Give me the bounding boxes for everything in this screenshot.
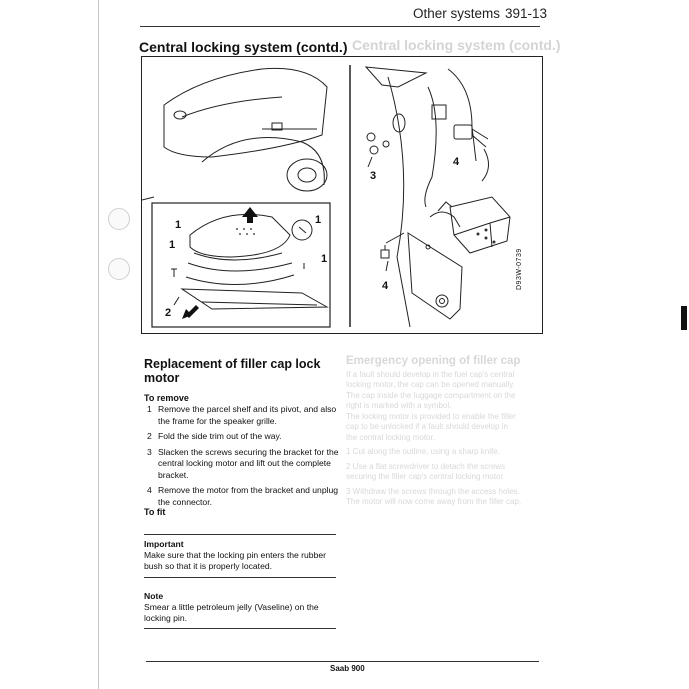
step-number: 3 (147, 446, 152, 457)
show-through-heading: Emergency opening of filler cap (346, 355, 521, 367)
note-text: Smear a little petroleum jelly (Vaseline) on the locking pin. (144, 602, 319, 623)
step-number: 4 (147, 485, 152, 495)
show-through-line: The cap inside the luggage compartment on the (346, 390, 516, 400)
callout-1: 1 (169, 239, 176, 251)
step-text: Remove the parcel shelf and its pivot, and also the frame for the speaker grille. (158, 404, 337, 426)
to-remove-heading: To remove (144, 393, 189, 403)
exploded-figure (141, 56, 543, 334)
step-text: Remove the motor from the bracket and unplug the connector. (158, 485, 339, 507)
step-number: 1 (147, 404, 152, 414)
show-through-line: right is marked with a symbol. (346, 401, 452, 410)
callout-4: 4 (382, 280, 389, 292)
show-through-line: cap to be unlocked if a fault should develop in (346, 422, 508, 431)
footer-title: Saab 900 (330, 664, 365, 673)
note-heading: Note (144, 591, 164, 601)
important-text: Make sure that the locking pin enters the rubber bush so that it is properly located. (144, 550, 327, 571)
step-text: Slacken the screws securing the bracket for the central locking motor and lift out the complete bracket. (158, 446, 339, 480)
step-item (144, 447, 339, 482)
show-through-line: 2 Use a flat screwdriver to detach the screws (346, 461, 506, 471)
important-rule-bottom (144, 577, 336, 578)
show-through-line: the central locking motor. (346, 432, 435, 442)
callout-1: 1 (175, 219, 182, 231)
show-through-line: 1 Cut along the outline, using a sharp knife. (346, 447, 500, 456)
callout-4: 4 (453, 156, 460, 168)
callout-1: 1 (321, 253, 328, 265)
step-text: Fold the side trim out of the way. (158, 431, 282, 441)
section-title: Central locking system (contd.) (139, 39, 348, 55)
punch-hole (108, 208, 130, 230)
show-through-line: If a fault should develop in the fuel cap's central (346, 369, 515, 379)
show-through-line: locking motor, the cap can be opened manually. (346, 380, 515, 389)
show-through-title: Central locking system (contd.) (352, 37, 561, 53)
show-through-text (346, 356, 542, 508)
note-rule-bottom (144, 628, 336, 629)
step-number: 2 (147, 431, 152, 441)
procedure-title: Replacement of filler cap lock motor (144, 357, 321, 385)
important-heading: Important (144, 539, 184, 549)
show-through-line: The locking motor is provided to enable the filler (346, 411, 516, 421)
important-rule-top (144, 534, 336, 535)
step-item (144, 404, 339, 427)
step-item (144, 485, 339, 508)
to-fit-heading: To fit (144, 507, 166, 517)
page-number: 391-13 (505, 6, 548, 21)
header-rule (140, 26, 540, 27)
callout-1: 1 (315, 214, 322, 226)
header-section: Other systems (413, 6, 501, 21)
callout-2: 2 (165, 307, 172, 319)
show-through-line: securing the filler cap's central locking motor. (346, 472, 505, 481)
footer-rule (146, 661, 539, 662)
binding-mark (681, 306, 687, 330)
removal-steps (144, 404, 339, 512)
figure-drawing (142, 57, 542, 333)
figure-code: D93W-0739 (516, 248, 523, 290)
punch-hole (108, 258, 130, 280)
callout-3: 3 (370, 170, 377, 182)
show-through-line: The motor will now come away from the filler cap. (346, 497, 522, 506)
step-item (144, 431, 339, 443)
page-gutter (0, 0, 98, 689)
show-through-line: 3 Withdraw the screws through the access holes. (346, 486, 520, 496)
